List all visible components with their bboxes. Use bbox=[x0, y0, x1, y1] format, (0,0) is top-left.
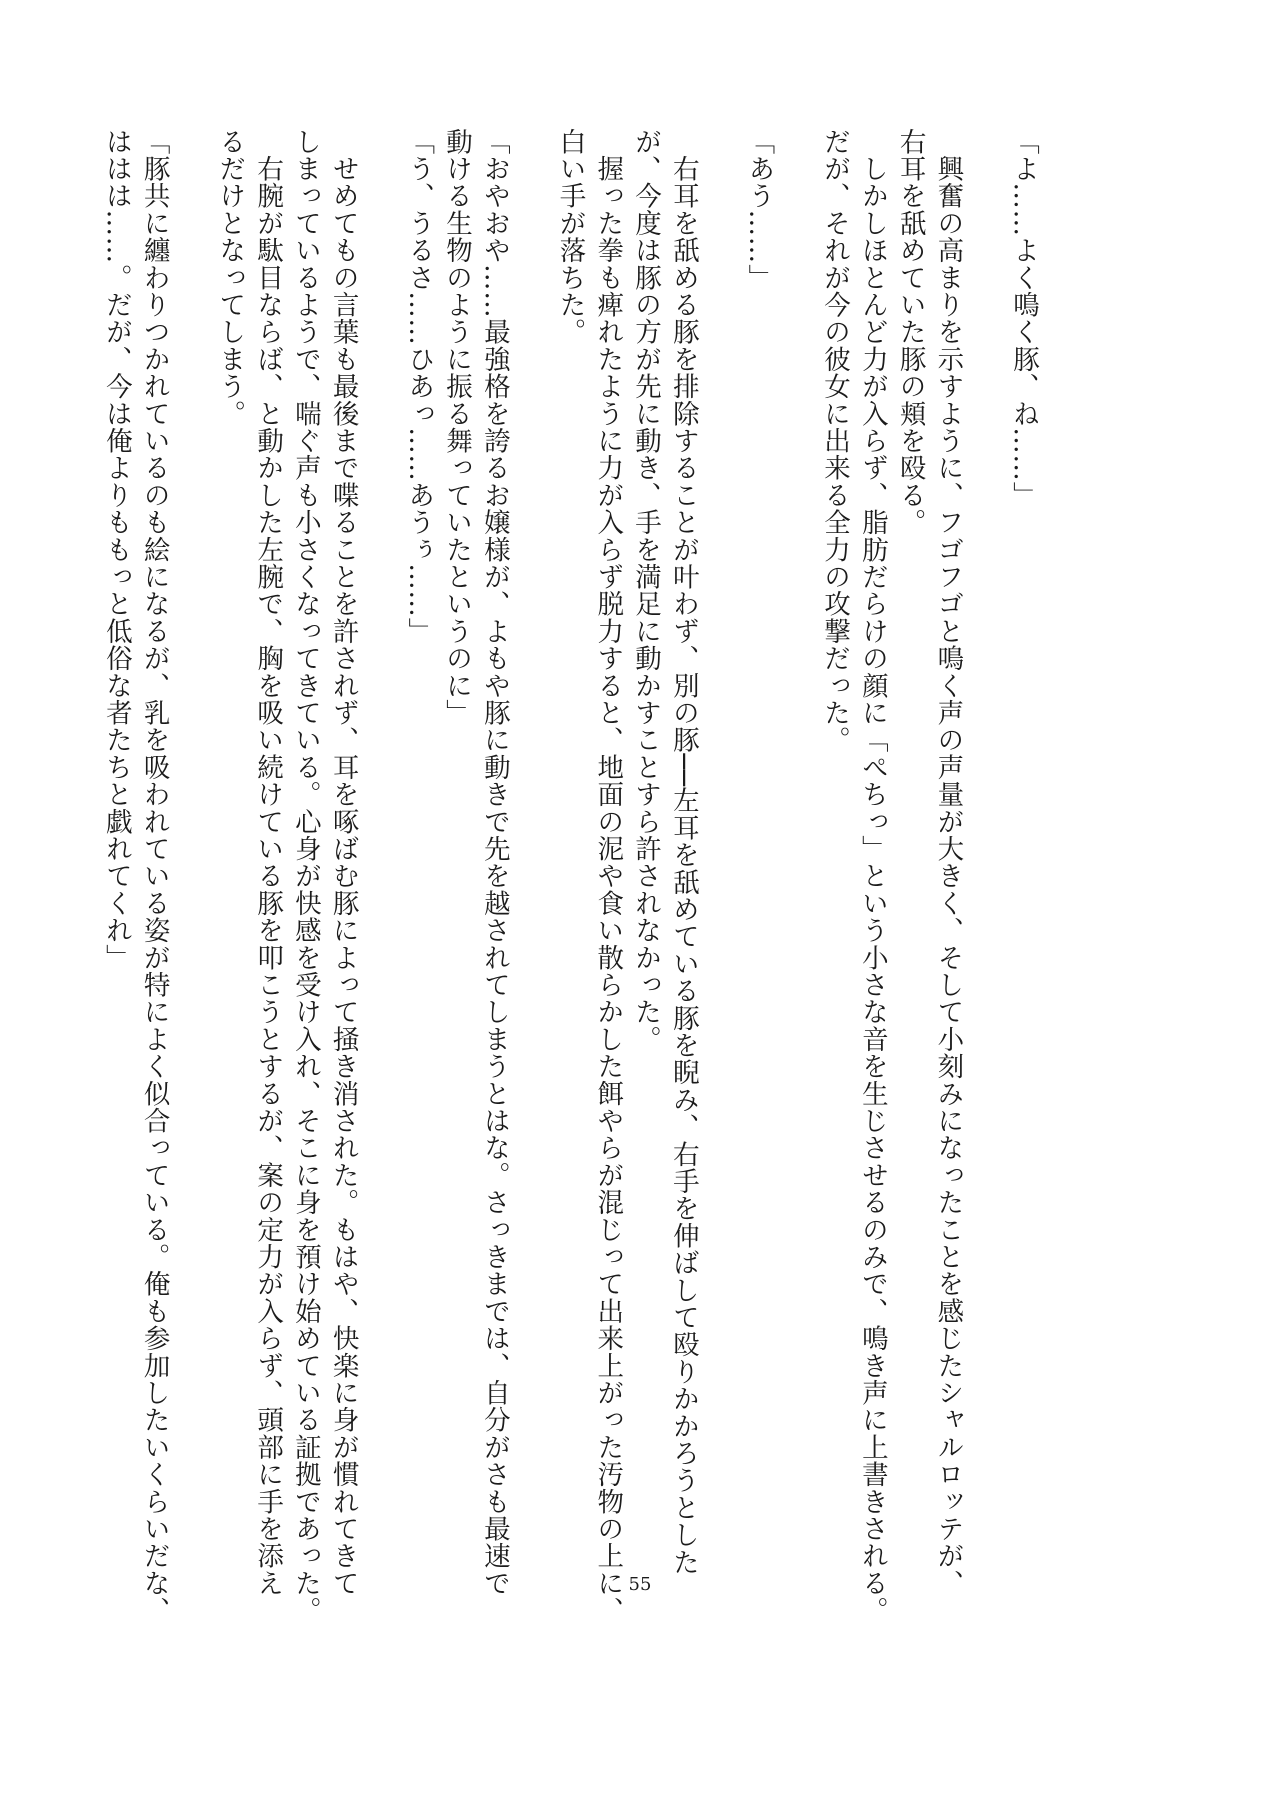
text-line-10: 右耳を舐める豚を排除することが叶わず、別の豚──左耳を舐めている豚を睨み、右手を伸ばして殴りかかろうとした bbox=[667, 128, 699, 1576]
text-line-6: だが、それが今の彼女に出来る全力の攻撃だった。 bbox=[819, 128, 851, 754]
text-line-21: 右腕が駄目ならば、と動かした左腕で、胸を吸い続けている豚を叩こうとするが、案の定力が入らず、頭部に手を添え bbox=[252, 128, 284, 1597]
blank-line bbox=[702, 128, 740, 1378]
text-line-11: が、今度は豚の方が先に動き、手を満足に動かすことすら許されなかった。 bbox=[630, 128, 662, 1053]
text-line-19: せめてもの言葉も最後まで喋ることを許されず、耳を啄ばむ豚によって掻き消された。もはや、快楽に身が慣れてきて bbox=[327, 128, 359, 1597]
blank-line bbox=[173, 128, 211, 1378]
text-line-8: 「あう……」 bbox=[743, 128, 775, 292]
blank-line bbox=[513, 128, 551, 1378]
text-line-5: しかしほとんど力が入らず、脂肪だらけの顔に「ぺちっ」という小さな音を生じさせるのみで、鳴き声に上書きされる。 bbox=[856, 128, 888, 1624]
text-line-25: ははは……。だが、今は俺よりももっと低俗な者たちと戯れてくれ」 bbox=[100, 128, 132, 972]
blank-line bbox=[777, 128, 815, 1378]
text-line-20: しまっているようで、喘ぐ声も小さくなってきている。心身が快感を受け入れ、そこに身を預け始めている証拠であった。 bbox=[289, 128, 321, 1624]
text-line-22: るだけとなってしまう。 bbox=[214, 128, 246, 428]
text-line-15: 「おやおや……最強格を誇るお嬢様が、よもや豚に動きで先を越されてしまうとはな。さっきまでは、自分がさも最速で bbox=[478, 128, 510, 1597]
blank-line bbox=[362, 128, 400, 1378]
text-line-16: 動ける生物のように振る舞っていたというのに」 bbox=[441, 128, 473, 727]
text-line-12: 握った拳も痺れたように力が入らず脱力すると、地面の泥や食い散らかした餌やらが混じって出来上がった汚物の上に、 bbox=[592, 128, 624, 1624]
text-line-3: 興奮の高まりを示すように、フゴフゴと鳴く声の声量が大きく、そして小刻みになったことを感じたシャルロッテが、 bbox=[932, 128, 964, 1597]
blank-line bbox=[966, 128, 1004, 1378]
text-line-1: 「よ……よく鳴く豚、ね……」 bbox=[1008, 128, 1039, 509]
text-line-17: 「う、うるさ……ひあっ……あうぅ……」 bbox=[403, 128, 435, 645]
text-line-4: 右耳を舐めていた豚の頬を殴る。 bbox=[894, 128, 926, 536]
page-number: 55 bbox=[628, 1574, 652, 1595]
text-line-13: 白い手が落ちた。 bbox=[554, 128, 586, 346]
text-line-24: 「豚共に纏わりつかれているのも絵になるが、乳を吸われている姿が特によく似合っている。俺も参加したいくらいだな、 bbox=[138, 128, 170, 1624]
